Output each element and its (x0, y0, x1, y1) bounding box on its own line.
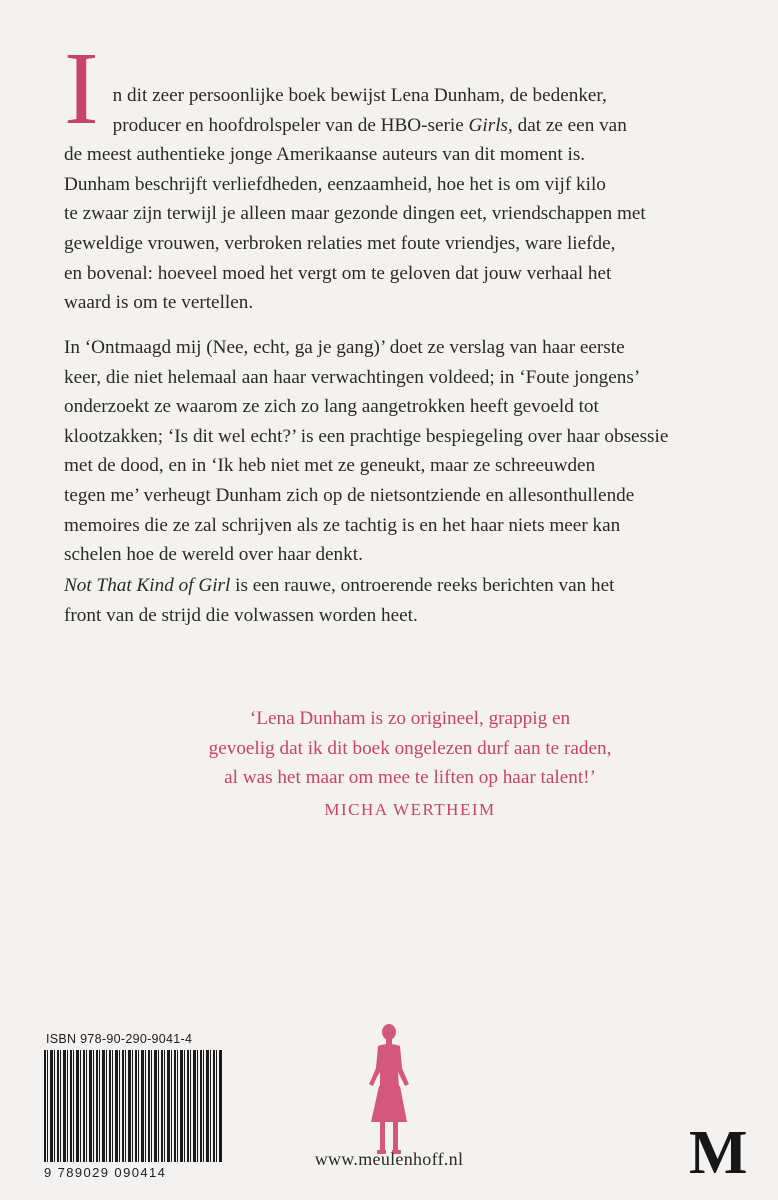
intro-line: de meest authentieke jonge Amerikaanse auteurs van dit moment is. (64, 144, 586, 166)
intro-line: , dat ze een van (508, 114, 627, 136)
paragraph-line: met de dood, en in ‘Ik heb niet met ze geneukt, maar ze schreeuwden (64, 455, 596, 477)
intro-line: en bovenal: hoeveel moed het vergt om te geloven dat jouw verhaal het (64, 262, 612, 284)
paragraph-line: onderzoekt ze waarom ze zich zo lang aangetrokken heeft gevoeld tot (64, 396, 599, 418)
review-quote (150, 704, 670, 824)
paragraph-line: is een rauwe, ontroerende reeks berichten van het (230, 575, 615, 596)
intro-line: geweldige vrouwen, verbroken relaties met foute vriendjes, ware liefde, (64, 232, 616, 254)
paragraph-line: klootzakken; ‘Is dit wel echt?’ is een prachtige bespiegeling over haar obsessie (64, 425, 669, 447)
isbn-label: ISBN 978-90-290-9041-4 (46, 1032, 193, 1046)
intro-line: n dit zeer persoonlijke boek bewijst Lena Dunham, de bedenker, (112, 85, 607, 106)
paragraph-line: keer, die niet helemaal aan haar verwachtingen voldeed; in ‘Foute jongens’ (64, 366, 641, 388)
quote-line: gevoelig dat ik dit boek ongelezen durf aan te raden, (208, 737, 612, 759)
publisher-logo: M (689, 1119, 748, 1187)
series-title: Girls (468, 114, 508, 136)
summary-paragraph (64, 571, 714, 630)
quote-author: MICHA WERTHEIM (324, 799, 496, 819)
quote-line: ‘Lena Dunham is zo origineel, grappig en (249, 708, 571, 729)
barcode-digits: 9 789029 090414 (44, 1165, 167, 1180)
woman-silhouette-icon (362, 1022, 416, 1162)
book-title: Not That Kind of Girl (64, 575, 231, 596)
drop-cap: I (64, 31, 99, 146)
intro-line: producer en hoofdrolspeler van de HBO-serie (112, 114, 469, 136)
chapters-paragraph (64, 333, 714, 570)
paragraph-line: front van de strijd die volwassen worden heet. (64, 604, 418, 626)
paragraph-line: In ‘Ontmaagd mij (Nee, echt, ga je gang)’ doet ze verslag van haar eerste (64, 337, 625, 358)
intro-line: waard is om te vertellen. (64, 292, 254, 314)
intro-line: Dunham beschrijft verliefdheden, eenzaamheid, hoe het is om vijf kilo (64, 173, 606, 195)
publisher-website: www.meulenhoff.nl (314, 1149, 464, 1169)
paragraph-line: schelen hoe de wereld over haar denkt. (64, 544, 363, 566)
quote-line: al was het maar om mee te liften op haar talent!’ (224, 767, 596, 789)
paragraph-line: tegen me’ verheugt Dunham zich op de nietsontziende en allesonthullende (64, 484, 635, 506)
paragraph-line: memoires die ze zal schrijven als ze tachtig is en het haar niets meer kan (64, 514, 621, 536)
intro-paragraph (64, 31, 714, 318)
intro-line: te zwaar zijn terwijl je alleen maar gezonde dingen eet, vriendschappen met (64, 203, 646, 225)
barcode-icon (44, 1050, 222, 1162)
